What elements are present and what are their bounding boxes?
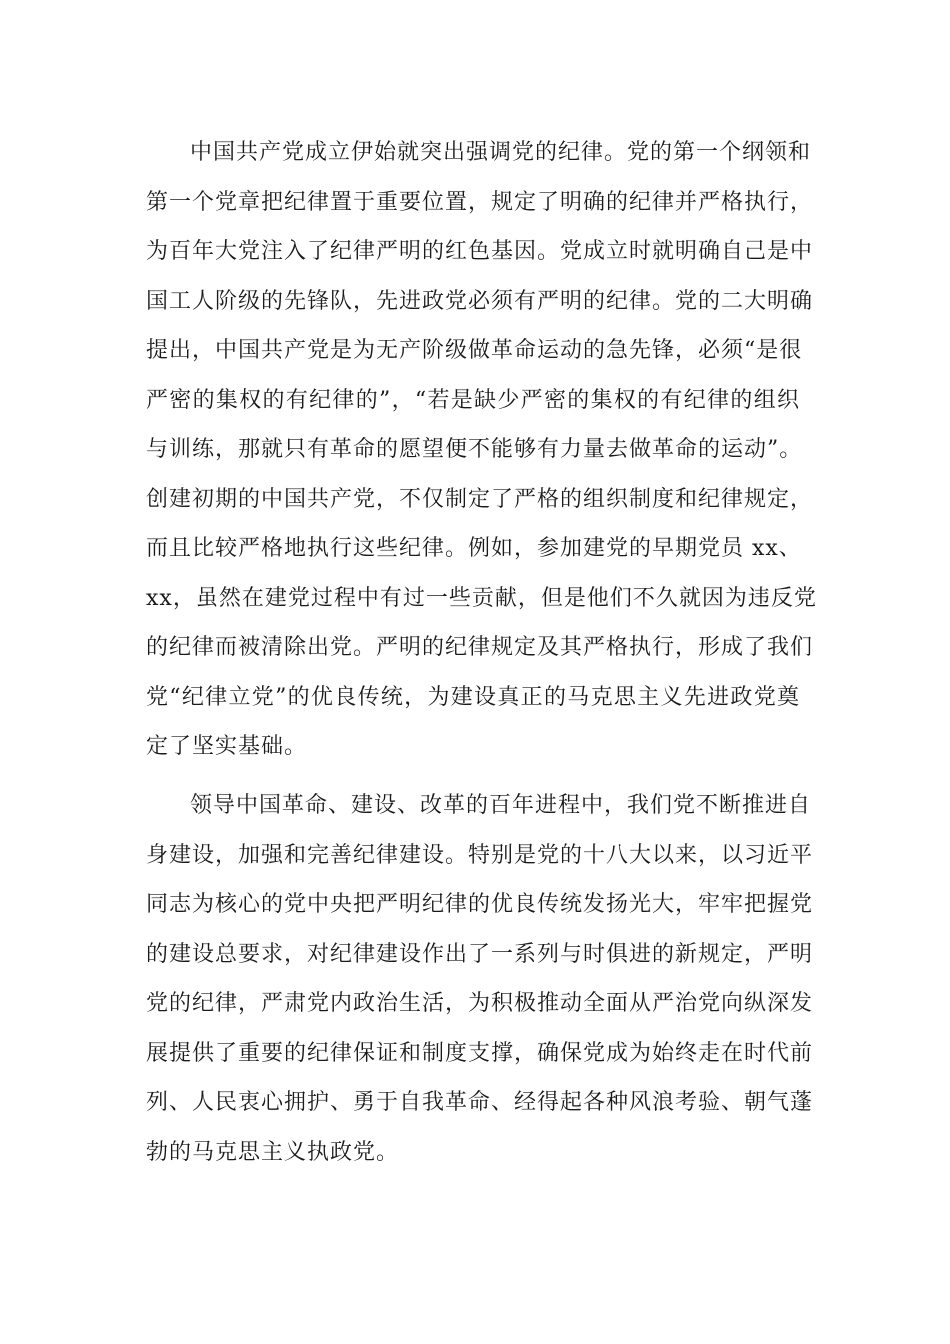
text-line: 党“纪律立党”的优良传统，为建设真正的马克思主义先进政党奠 [146,684,800,710]
text-line: 提出，中国共产党是为无产阶级做革命运动的急先锋，必须“是很 [146,338,803,363]
text-line: 展提供了重要的纪律保证和制度支撑，确保党成为始终走在时代前 [146,1040,814,1066]
text-line: 党的纪律，严肃党内政治生活，为积极推动全面从严治党向纵深发 [146,991,814,1016]
text-line: 与训练，那就只有革命的愿望便不能够有力量去做革命的运动”。 [146,437,803,462]
text-line: 勃的马克思主义执政党。 [146,1139,400,1165]
paragraph-2 [146,781,814,1177]
text-line: 创建初期的中国共产党，不仅制定了严格的组织制度和纪律规定， [146,486,814,512]
text-line: 定了坚实基础。 [146,734,308,759]
text-line: 中国共产党成立伊始就突出强调党的纪律。党的第一个纲领和 [190,140,812,165]
text-line: 身建设，加强和完善纪律建设。特别是党的十八大以来，以习近平 [146,842,814,868]
text-line: 同志为核心的党中央把严明纪律的优良传统发扬光大，牢牢把握党 [146,892,814,917]
text-line: 国工人阶级的先锋队，先进政党必须有严明的纪律。党的二大明确 [146,288,814,314]
text-line: xx，虽然在建党过程中有过一些贡献，但是他们不久就因为违反党 [146,585,817,611]
paragraph-1 [146,128,817,772]
text-line: 领导中国革命、建设、改革的百年进程中，我们党不断推进自 [190,793,812,818]
text-line: 的建设总要求，对纪律建设作出了一系列与时俱进的新规定，严明 [146,941,814,967]
text-line: 的纪律而被清除出党。严明的纪律规定及其严格执行，形成了我们 [146,635,814,660]
text-line: 列、人民衷心拥护、勇于自我革命、经得起各种风浪考验、朝气蓬 [146,1090,814,1115]
text-line: 严密的集权的有纪律的”，“若是缺少严密的集权的有纪律的组织 [146,387,800,413]
text-line: 而且比较严格地执行这些纪律。例如，参加建党的早期党员 xx、 [146,536,802,561]
text-line: 为百年大党注入了纪律严明的红色基因。党成立时就明确自己是中 [146,239,814,264]
text-line: 第一个党章把纪律置于重要位置，规定了明确的纪律并严格执行， [146,189,814,215]
